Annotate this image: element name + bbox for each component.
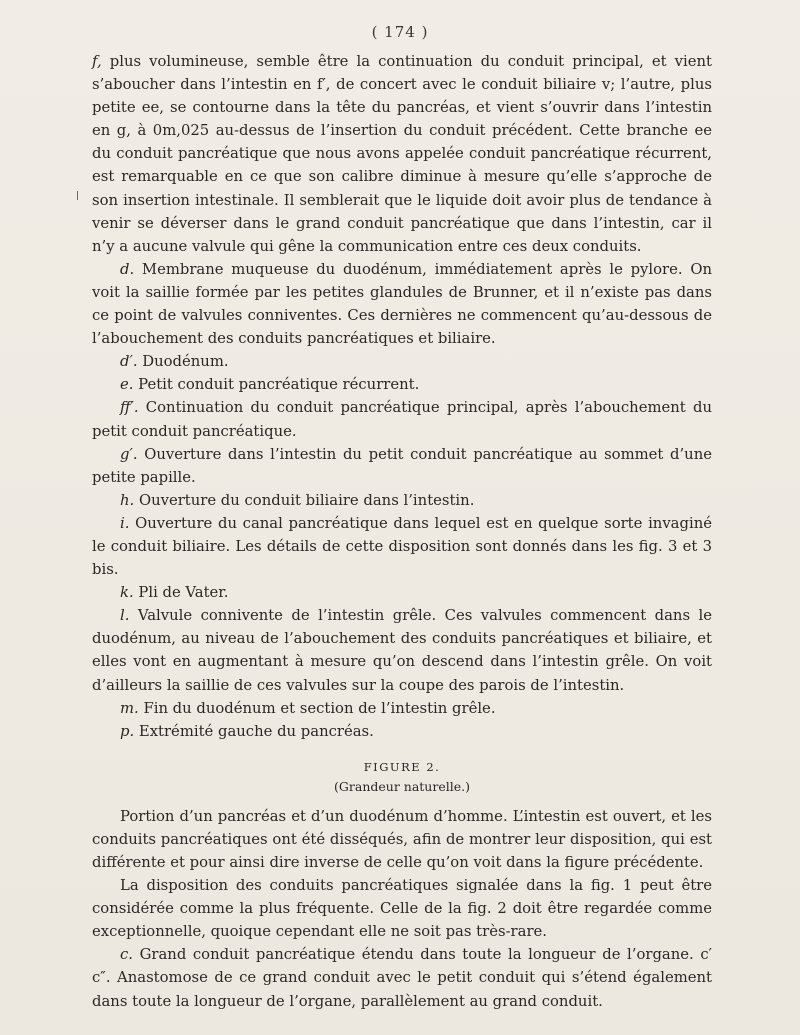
paragraph-text: Ouverture du canal pancréatique dans lequel est en quelque sorte invaginé le conduit biliaire. Les détails de cette disposition sont donnés dans les fig. 3 et 3 bis. [92,514,712,579]
paragraph-text: Extrémité gauche du pancréas. [134,722,374,740]
paragraph-text: Pli de Vater. [133,584,229,602]
paragraph-text: Petit conduit pancréatique récurrent. [133,376,420,394]
paragraph [92,258,712,350]
figure-heading: FIGURE 2. [363,759,441,774]
paragraph [92,604,712,696]
paragraph-text: Continuation du conduit pancréatique principal, après l’abouchement du petit conduit pancréatique. [92,399,712,440]
legend-paragraphs [92,50,712,743]
page-number: ( 174 ) [371,23,429,41]
paragraph-text: La disposition des conduits pancréatiques signalée dans la fig. 1 peut être considérée comme la plus fréquente. Celle de la fig. 2 doit être regardée comme exceptionnelle, quoique cependant elle ne soit pas très-rare. [92,877,712,941]
paragraph [92,805,712,874]
legend-label: g′. [120,445,138,463]
paragraph [92,697,712,720]
paragraph [92,350,712,373]
legend-label: l. [120,607,130,625]
paragraph [92,512,712,581]
paragraph-text: Portion d’un pancréas et d’un duodénum d’homme. L’intestin est ouvert, et les conduits pancréatiques ont été disséqués, afin de montrer leur disposition, qui est différente et pour ainsi dire inverse de celle qu’on voit dans la figure précédente. [92,807,712,871]
paragraph-text: Valvule connivente de l’intestin grêle. Ces valvules commencent dans le duodénum, au niveau de l’abouchement des conduits pancréatiques et biliaire, et elles vont en augmentant à mesure qu’on descend dans l’intestin grêle. On voit d’ailleurs la saillie de ces valvules sur la coupe des parois de l’intestin. [92,607,712,694]
legend-label: f, [92,53,102,70]
page-body [92,50,712,1013]
legend-label: i. [120,514,130,532]
margin-mark [77,191,78,200]
paragraph [92,720,712,743]
paragraph-text: Grand conduit pancréatique étendu dans toute la longueur de l’organe. c′ c″. Anastomose de ce grand conduit avec le petit conduit qui s’étend également dans toute la longueur de l’organe, parallèlement au grand conduit. [92,946,712,1010]
legend-label: d′. [120,353,138,371]
legend-label: k. [120,584,134,602]
paragraph [92,50,712,258]
legend-label: m. [120,699,139,717]
legend-label: c. [120,946,133,964]
legend-label: p. [120,722,135,740]
paragraph-text: Membrane muqueuse du duodénum, immédiatement après le pylore. On voit la saillie formée par les petites glandules de Brunner, et il n’existe pas dans ce point de valvules conniventes. Ces dernières ne commencent qu’au-dessous de l’abouchement des conduits pancréatiques et biliaire. [92,260,712,348]
paragraph [92,489,712,512]
legend-label: ff′. [120,399,139,417]
paragraph-text: Duodénum. [137,353,229,371]
paragraph [92,443,712,489]
paragraph-text: Ouverture dans l’intestin du petit conduit pancréatique au sommet d’une petite papille. [92,445,712,486]
figure-subheading: (Grandeur naturelle.) [334,778,470,794]
paragraph [92,373,712,396]
paragraph-text: Ouverture du conduit biliaire dans l’intestin. [134,491,475,509]
paragraph [92,581,712,604]
paragraph [92,874,712,943]
figure-2-paragraphs [92,805,712,1013]
paragraph [92,943,712,1012]
paragraph [92,396,712,442]
paragraph-text: Fin du duodénum et section de l’intestin grêle. [138,699,496,717]
legend-label: h. [120,491,135,509]
paragraph-text: plus volumineuse, semble être la continuation du conduit principal, et vient s’aboucher dans l’intestin en f′, de concert avec le conduit biliaire v; l’autre, plus petite ee, se contourne dans la tête du pancréas, et vient s’ouvrir dans l’intestin en g, à 0m,025 au-dessus de l’insertion du conduit précédent. Cette branche ee du conduit pancréatique que nous avons appelée conduit pancréatique récurrent, est remarquable en ce que son calibre diminue à mesure qu’elle s’approche de son insertion intestinale. Il semblerait que le liquide doit avoir plus de tendance à venir se déverser dans le grand conduit pancréatique que dans l’intestin, car il n’y a aucune valvule qui gêne la communication entre ces deux conduits. [92,53,712,255]
legend-label: e. [120,376,134,394]
legend-label: d. [120,260,135,278]
